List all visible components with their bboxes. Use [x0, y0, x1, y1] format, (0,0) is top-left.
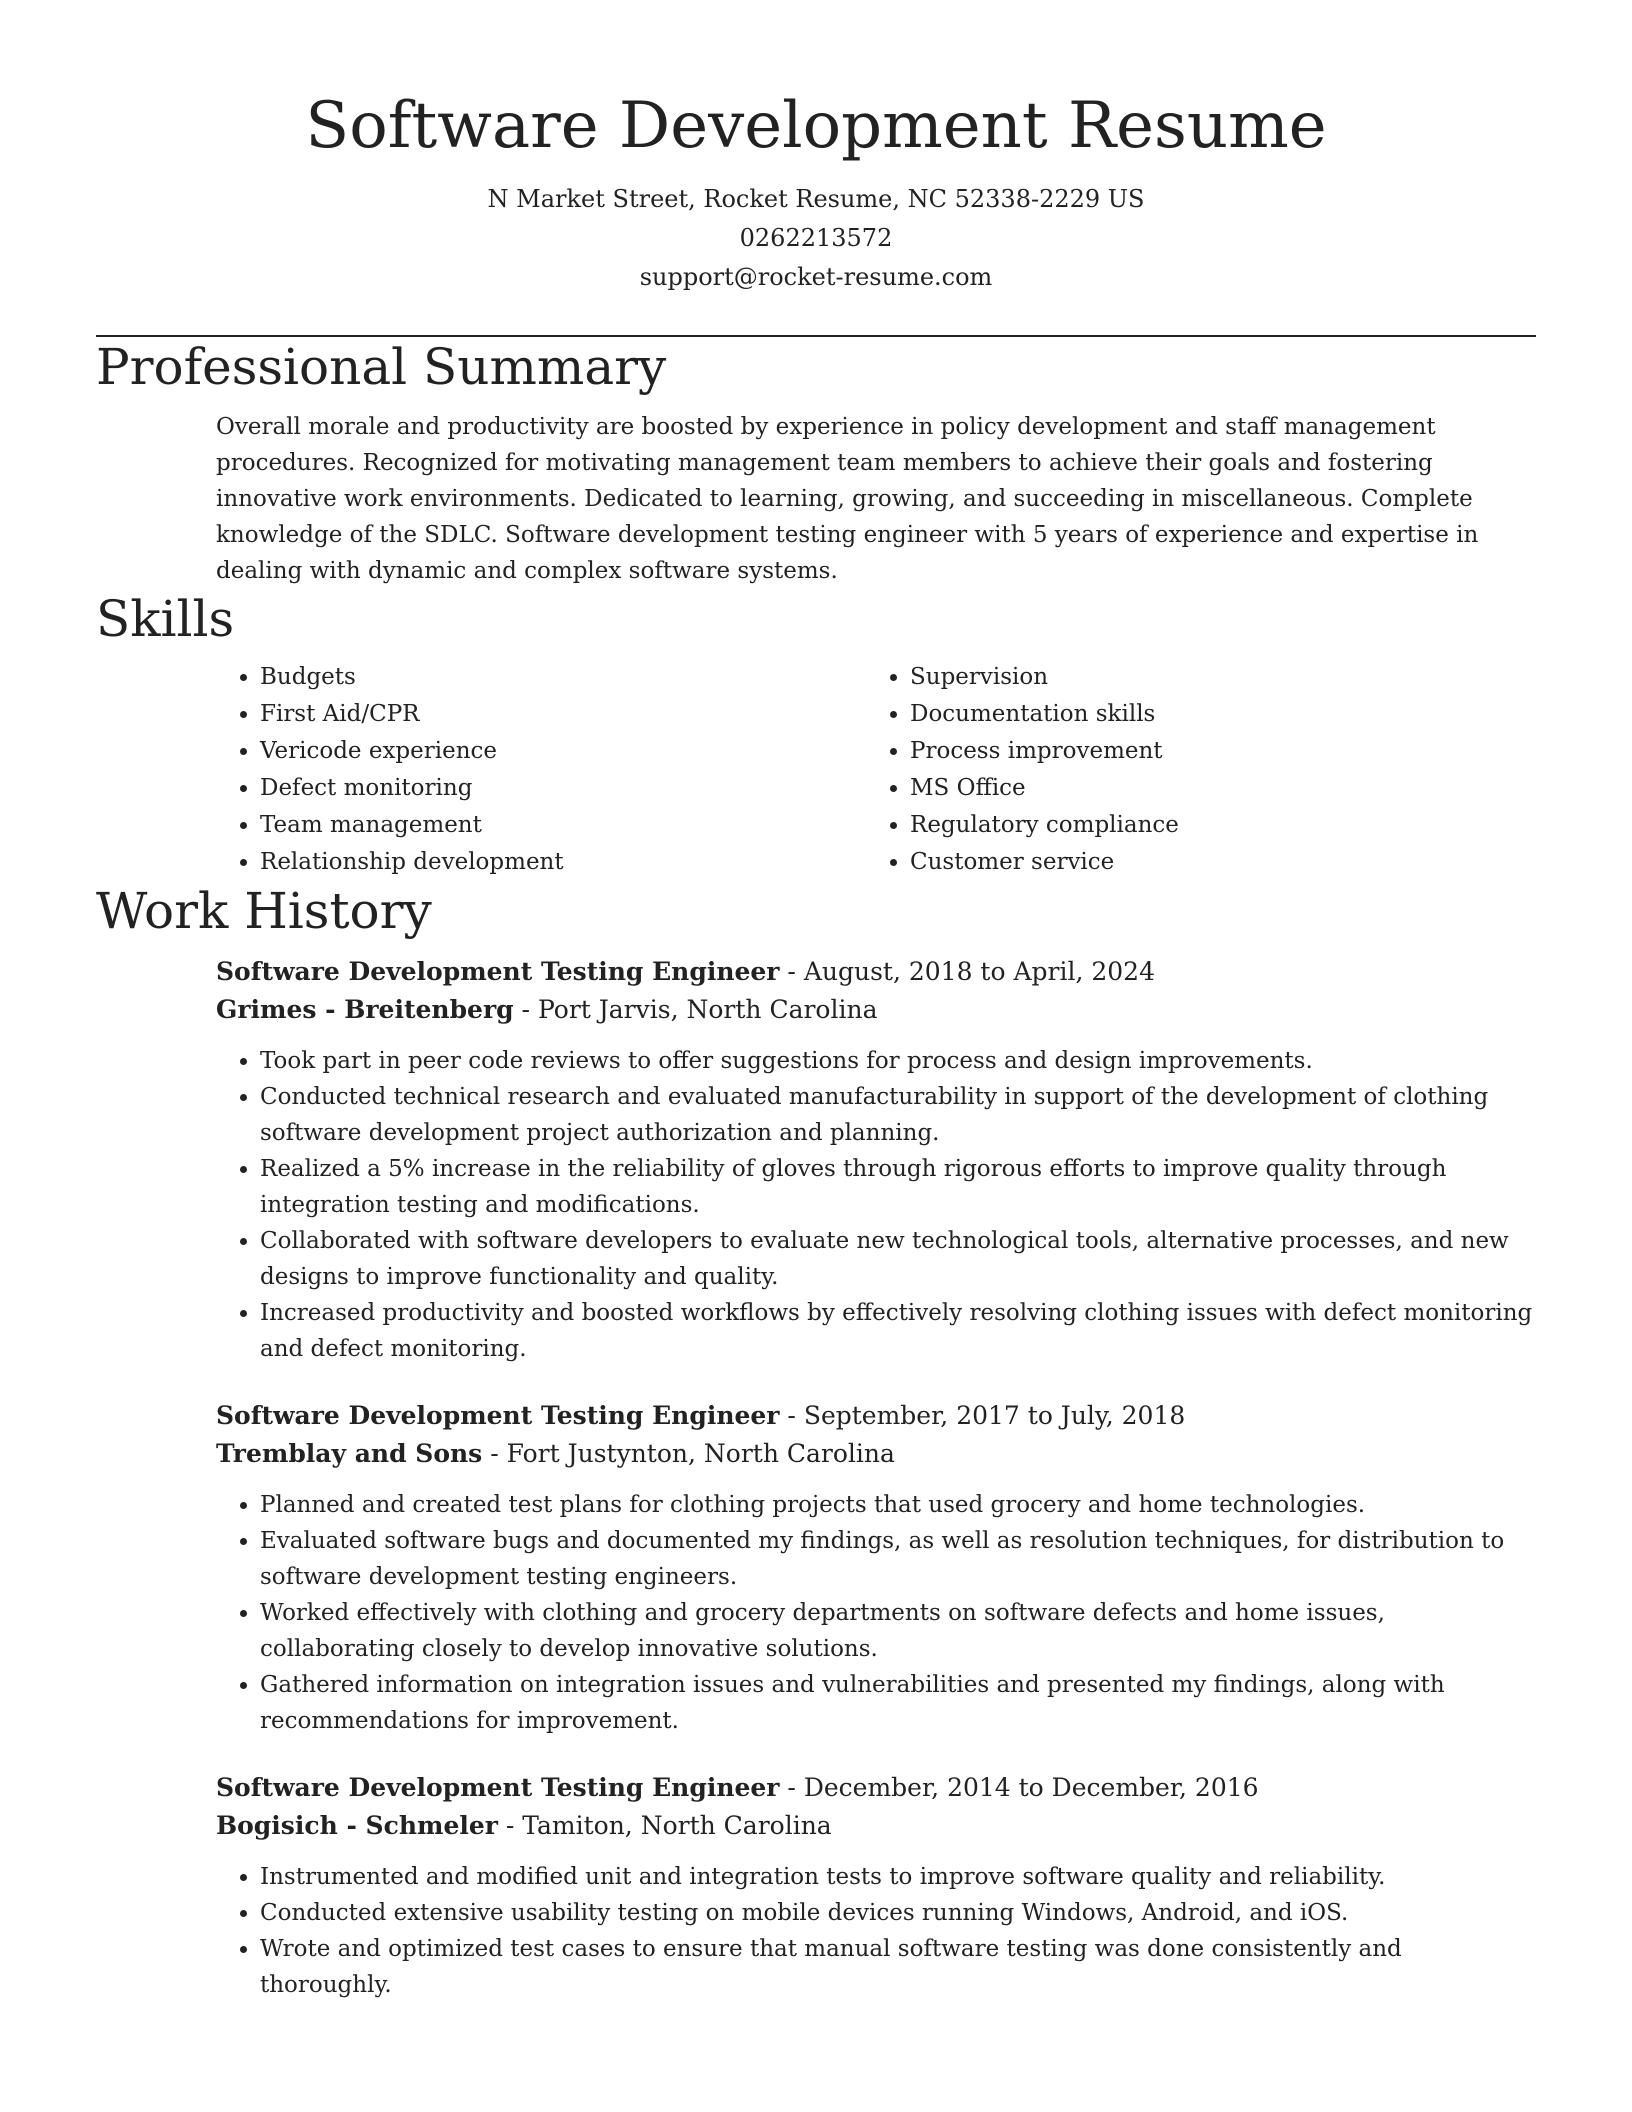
skill-item: • Process improvement: [910, 733, 1466, 770]
skill-item: • Customer service: [910, 844, 1466, 881]
job-bullet: • Conducted extensive usability testing on mobile devices running Windows, Android, and iOS.: [260, 1895, 1536, 1931]
job-location: Tamiton, North Carolina: [522, 1811, 832, 1840]
job-title-line: Software Development Testing Engineer - December, 2014 to December, 2016: [216, 1773, 1259, 1802]
job-dates: August, 2018 to April, 2024: [803, 957, 1155, 986]
job-bullet: • Collaborated with software developers to evaluate new technological tools, alternative processes, and new designs to improve functionality and quality.: [260, 1223, 1536, 1295]
skills-heading: Skills: [96, 590, 235, 648]
job-bullet: • Wrote and optimized test cases to ensure that manual software testing was done consistently and thoroughly.: [260, 1931, 1536, 2003]
summary-heading: Professional Summary: [96, 338, 667, 396]
resume-header: [96, 0, 1536, 297]
job-company: Grimes - Breitenberg: [216, 995, 514, 1024]
job-company-line: Tremblay and Sons - Fort Justynton, North Carolina: [216, 1439, 895, 1468]
job-location: Fort Justynton, North Carolina: [506, 1439, 895, 1468]
skill-item: • Relationship development: [260, 844, 866, 881]
job-role: Software Development Testing Engineer: [216, 1401, 780, 1430]
phone: 0262213572: [739, 224, 893, 252]
work-history-heading: Work History: [96, 882, 432, 940]
skill-item: • Team management: [260, 807, 866, 844]
job-company: Bogisich - Schmeler: [216, 1811, 498, 1840]
job-bullets: [216, 1487, 1536, 1739]
job-role: Software Development Testing Engineer: [216, 957, 780, 986]
summary-text: Overall morale and productivity are boosted by experience in policy development and staff management procedures. Recognized for motivating management team members to achieve their goals and fostering innovative work environments. Dedicated to learning, growing, and succeeding in miscellaneous. Complete knowledge of the SDLC. Software development testing engineer with 5 years of experience and expertise in dealing with dynamic and complex software systems.: [216, 414, 1479, 584]
skills-column-right: [866, 659, 1466, 881]
job-company: Tremblay and Sons: [216, 1439, 483, 1468]
summary-body: [216, 409, 1536, 589]
contact-block: [96, 180, 1536, 297]
address: N Market Street, Rocket Resume, NC 52338-2229 US: [487, 185, 1145, 213]
job-bullet: • Realized a 5% increase in the reliability of gloves through rigorous efforts to improve quality through integration testing and modifications.: [260, 1151, 1536, 1223]
job-bullets: [216, 1043, 1536, 1367]
skill-item: • First Aid/CPR: [260, 696, 866, 733]
job-bullet: • Planned and created test plans for clothing projects that used grocery and home technologies.: [260, 1487, 1536, 1523]
job-entry: [216, 1397, 1536, 1739]
job-location: Port Jarvis, North Carolina: [537, 995, 878, 1024]
skill-item: • Defect monitoring: [260, 770, 866, 807]
skill-item: • MS Office: [910, 770, 1466, 807]
job-bullet: • Conducted technical research and evaluated manufacturability in support of the development of clothing software development project authorization and planning.: [260, 1079, 1536, 1151]
skill-item: • Regulatory compliance: [910, 807, 1466, 844]
job-bullets: [216, 1859, 1536, 2003]
job-role: Software Development Testing Engineer: [216, 1773, 780, 1802]
job-entry: [216, 1769, 1536, 2003]
resume-title: Software Development Resume: [305, 89, 1327, 163]
skill-item: • Documentation skills: [910, 696, 1466, 733]
job-company-line: Grimes - Breitenberg - Port Jarvis, North Carolina: [216, 995, 878, 1024]
job-entry: [216, 953, 1536, 1367]
skill-item: • Budgets: [260, 659, 866, 696]
job-bullet: • Took part in peer code reviews to offer suggestions for process and design improvements.: [260, 1043, 1536, 1079]
skill-item: • Vericode experience: [260, 733, 866, 770]
job-bullet: • Evaluated software bugs and documented my findings, as well as resolution techniques, for distribution to software development testing engineers.: [260, 1523, 1536, 1595]
job-bullet: • Worked effectively with clothing and grocery departments on software defects and home issues, collaborating closely to develop innovative solutions.: [260, 1595, 1536, 1667]
job-dates: September, 2017 to July, 2018: [803, 1401, 1186, 1430]
job-bullet: • Instrumented and modified unit and integration tests to improve software quality and reliability.: [260, 1859, 1536, 1895]
email: support@rocket-resume.com: [639, 263, 993, 291]
skills-column-left: [216, 659, 866, 881]
job-company-line: Bogisich - Schmeler - Tamiton, North Carolina: [216, 1811, 832, 1840]
job-bullet: • Gathered information on integration issues and vulnerabilities and presented my findings, along with recommendations for improvement.: [260, 1667, 1536, 1739]
job-bullet: • Increased productivity and boosted workflows by effectively resolving clothing issues with defect monitoring and defect monitoring.: [260, 1295, 1536, 1367]
job-dates: December, 2014 to December, 2016: [803, 1773, 1259, 1802]
job-title-line: Software Development Testing Engineer - August, 2018 to April, 2024: [216, 957, 1155, 986]
job-title-line: Software Development Testing Engineer - September, 2017 to July, 2018: [216, 1401, 1186, 1430]
skills-list: [216, 659, 1536, 881]
skill-item: • Supervision: [910, 659, 1466, 696]
